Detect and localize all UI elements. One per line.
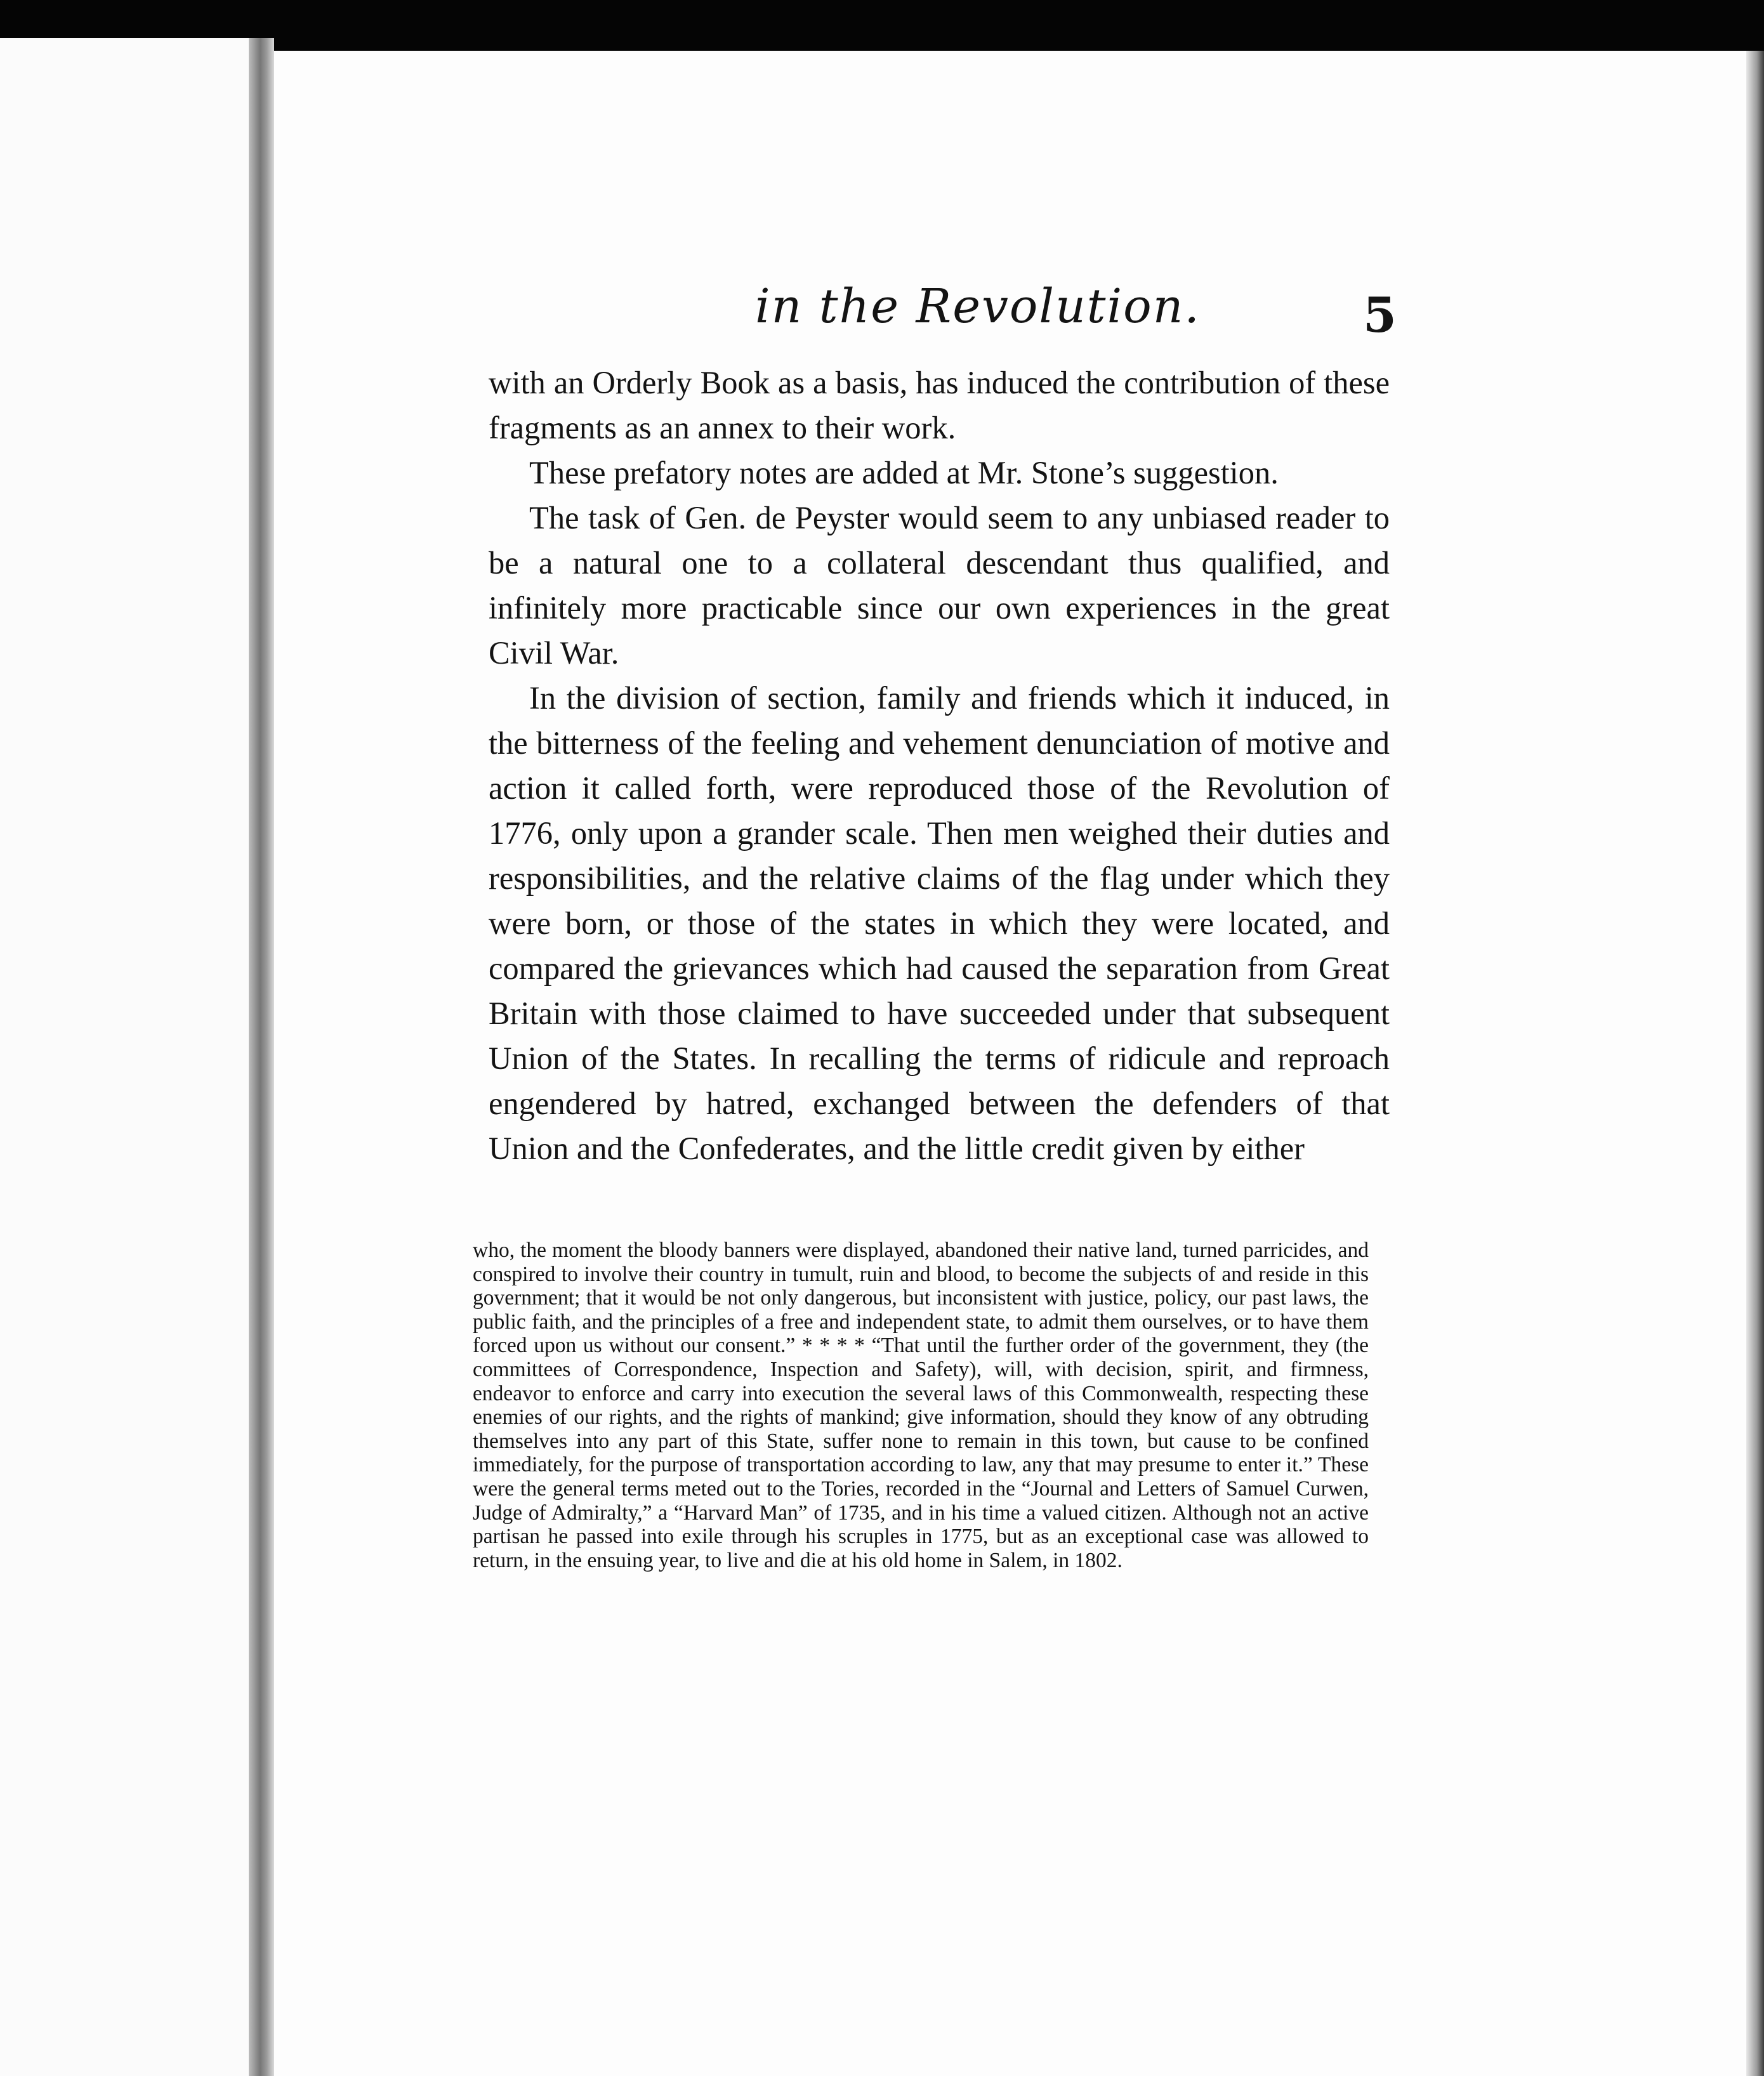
- page-number: 5: [1363, 287, 1397, 343]
- paragraph: The task of Gen. de Peyster would seem to any unbiased reader to be a natural one to a collateral descendant thus qualified, and infinitely more practicable since our own experiences in the great Civil War.: [489, 500, 1390, 671]
- paragraph: with an Orderly Book as a basis, has induced the contribution of these fragments as an annex to their work.: [489, 365, 1390, 445]
- paragraph: These prefatory notes are added at Mr. Stone’s suggestion.: [529, 455, 1279, 490]
- footnote-text: who, the moment the bloody banners were displayed, abandoned their native land, turned parricides, and conspired to involve their country in tumult, ruin and blood, to become the subjects of and reside in this government; that it would be not only dangerous, but inconsistent with justice, policy, our past laws, the public faith, and the principles of a free and independent state, to admit them ourselves, or to have them forced upon us without our consent.” * * * * “That until the further order of the government, they (the committees of Correspondence, Inspection and Safety), will, with decision, spirit, and firmness, endeavor to enforce and carry into execution the several laws of this Commonwealth, respecting these enemies of our rights, and the rights of mankind; give information, should they know of any obtruding themselves into any part of this State, suffer none to remain in this town, but cause to be confined immediately, for the purpose of transportation according to law, any that may presume to enter it.” These were the general terms meted out to the Tories, recorded in the “Journal and Letters of Samuel Curwen, Judge of Admiralty,” a “Harvard Man” of 1735, and in his time a valued citizen. Although not an active partisan he passed into exile through his scruples in 1775, but as an exceptional case was allowed to return, in the ensuing year, to live and die at his old home in Salem, in 1802.: [473, 1238, 1369, 1572]
- footnote: [473, 1238, 1369, 1572]
- book-gutter: [249, 38, 274, 2076]
- page-edge: [1746, 51, 1764, 2076]
- body-text: [489, 360, 1390, 1171]
- running-title: in the Revolution.: [755, 279, 1201, 334]
- left-page-blank: [0, 38, 249, 2076]
- paragraph: In the division of section, family and friends which it induced, in the bitterness of the feeling and vehement denunciation of motive and action it called forth, were reproduced those of the Revolution of 1776, only upon a grander scale. Then men weighed their duties and responsibilities, and the relative claims of the flag under which they were born, or those of the states in which they were located, and compared the grievances which had caused the separation from Great Britain with those claimed to have succeeded under that subsequent Union of the States. In recalling the terms of ridicule and reproach engendered by hatred, exchanged between the defenders of that Union and the Confederates, and the little credit given by either: [489, 680, 1390, 1166]
